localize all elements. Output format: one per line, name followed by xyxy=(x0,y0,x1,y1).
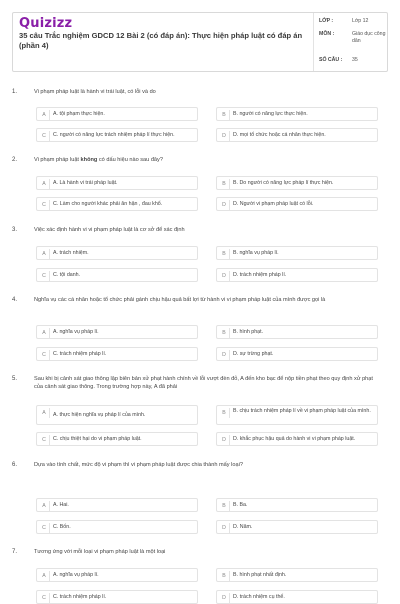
q6-option-d[interactable] xyxy=(216,520,378,534)
question-number: 3. xyxy=(12,227,18,233)
option-letter: D xyxy=(219,271,230,281)
q3-option-c[interactable] xyxy=(36,268,198,282)
q6-option-a[interactable] xyxy=(36,498,198,512)
option-letter: C xyxy=(39,200,50,210)
option-letter: A xyxy=(39,408,50,418)
option-text: B. hình phạt. xyxy=(233,329,264,335)
q7-option-c[interactable] xyxy=(36,590,198,604)
q7-option-a[interactable] xyxy=(36,568,198,582)
option-text: B. hình phạt nhất định. xyxy=(233,572,287,578)
meta-panel xyxy=(313,13,390,71)
option-letter: D xyxy=(219,350,230,360)
option-text: A. trách nhiệm. xyxy=(53,250,89,256)
question-text: Tương ứng với mỗi loại vi phạm pháp luật là một loại xyxy=(34,549,166,555)
option-text: D. trách nhiệm cụ thể. xyxy=(233,594,285,600)
q2-option-c[interactable] xyxy=(36,197,198,211)
q5-option-c[interactable] xyxy=(36,432,198,446)
option-letter: B xyxy=(219,408,230,418)
question-text-emphasis: không xyxy=(80,157,98,163)
option-letter: A xyxy=(39,501,50,511)
option-text: B. người có năng lực thực hiện. xyxy=(233,111,308,117)
option-text: C. trách nhiệm pháp lí. xyxy=(53,351,107,357)
option-text: C. trách nhiệm pháp lí. xyxy=(53,594,107,600)
question-number: 6. xyxy=(12,462,18,468)
option-letter: C xyxy=(39,350,50,360)
question-text-start: Vi phạm pháp luật xyxy=(34,157,81,163)
q1-option-a[interactable] xyxy=(36,107,198,121)
q1-option-b[interactable] xyxy=(216,107,378,121)
option-text: D. khắc phục hậu quả do hành vi vi phạm pháp luật. xyxy=(233,436,356,442)
option-letter: D xyxy=(219,593,230,603)
q4-option-a[interactable] xyxy=(36,325,198,339)
option-letter: D xyxy=(219,435,230,445)
option-letter: B xyxy=(219,110,230,120)
option-letter: C xyxy=(39,435,50,445)
option-letter: C xyxy=(39,523,50,533)
q3-option-d[interactable] xyxy=(216,268,378,282)
option-text: A. tội phạm thực hiện. xyxy=(53,111,105,117)
option-text: B. nghĩa vụ pháp lí. xyxy=(233,250,279,256)
option-letter: B xyxy=(219,501,230,511)
option-text: A. Là hành vi trái pháp luật. xyxy=(53,180,118,186)
question-number: 5. xyxy=(12,376,18,382)
meta-class-label: LỚP : xyxy=(319,18,334,24)
meta-class-value: Lớp 12 xyxy=(352,18,369,24)
q5-option-a[interactable] xyxy=(36,405,198,425)
option-text: C. Làm cho người khác phải ăn hận , đau khổ. xyxy=(53,201,163,207)
option-letter: C xyxy=(39,593,50,603)
quizizz-logo: Quizizz xyxy=(19,16,73,31)
question-text: Vi phạm pháp luật là hành vi trái luật, có lỗi và do xyxy=(34,89,156,95)
option-text: C. chịu thiệt hại do vi phạm pháp luật. xyxy=(53,436,142,442)
q5-option-b[interactable] xyxy=(216,405,378,425)
option-letter: C xyxy=(39,131,50,141)
q7-option-d[interactable] xyxy=(216,590,378,604)
option-letter: A xyxy=(39,571,50,581)
q4-option-c[interactable] xyxy=(36,347,198,361)
q4-option-d[interactable] xyxy=(216,347,378,361)
q6-option-b[interactable] xyxy=(216,498,378,512)
q6-option-c[interactable] xyxy=(36,520,198,534)
meta-subject-label: MÔN : xyxy=(319,31,335,37)
option-letter: A xyxy=(39,249,50,259)
document-title: 35 câu Trắc nghiệm GDCD 12 Bài 2 (có đáp án): Thực hiện pháp luật có đáp án (phần 4) xyxy=(19,31,303,50)
question-text xyxy=(34,157,374,165)
meta-count-label: SỐ CÂU : xyxy=(319,57,343,63)
option-text: A. nghĩa vụ pháp lí. xyxy=(53,572,99,578)
option-text: D. trách nhiệm pháp lí. xyxy=(233,272,287,278)
question-text: Sau khi bị cảnh sát giao thông lập biên bản xử phạt hành chính về lỗi vượt đèn đỏ, A đến kho bạc để nộp tiền phạt theo quy định xử phạt của cảnh sát giao thông. Trong trường hợp này, A đã phải xyxy=(34,376,373,390)
option-text: A. Hai. xyxy=(53,502,69,508)
question-text: Việc xác định hành vi vi phạm pháp luật là cơ sở để xác định xyxy=(34,227,185,233)
q5-option-d[interactable] xyxy=(216,432,378,446)
option-text: D. mọi tổ chức hoặc cá nhân thực hiện. xyxy=(233,132,326,138)
question-number: 2. xyxy=(12,157,18,163)
option-letter: B xyxy=(219,571,230,581)
option-text: D. sự trừng phạt. xyxy=(233,351,274,357)
option-letter: A xyxy=(39,110,50,120)
option-letter: C xyxy=(39,271,50,281)
option-text: B. Do người có năng lực pháp lí thực hiện. xyxy=(233,180,334,186)
question-text: Dựa vào tính chất, mức độ vi phạm thì vi phạm pháp luật được chia thành mấy loại? xyxy=(34,462,243,468)
q1-option-c[interactable] xyxy=(36,128,198,142)
q2-option-d[interactable] xyxy=(216,197,378,211)
question-number: 1. xyxy=(12,89,18,95)
option-letter: A xyxy=(39,328,50,338)
question-text-end: có dấu hiệu nào sau đây? xyxy=(97,157,163,163)
option-letter: D xyxy=(219,523,230,533)
option-text: D. Người vi phạm pháp luật có lỗi. xyxy=(233,201,314,207)
question-number: 4. xyxy=(12,297,18,303)
question-number: 7. xyxy=(12,549,18,555)
option-text: C. tội danh. xyxy=(53,272,81,278)
option-letter: A xyxy=(39,179,50,189)
q3-option-b[interactable] xyxy=(216,246,378,260)
option-text: C. Bốn. xyxy=(53,524,71,530)
option-letter: B xyxy=(219,249,230,259)
q2-option-a[interactable] xyxy=(36,176,198,190)
q7-option-b[interactable] xyxy=(216,568,378,582)
option-text: A. nghĩa vụ pháp lí. xyxy=(53,329,99,335)
option-letter: B xyxy=(219,328,230,338)
meta-subject-value: Giáo dục công dân xyxy=(352,31,386,44)
document-header xyxy=(12,12,388,72)
option-letter: B xyxy=(219,179,230,189)
option-text: A. thực hiện nghĩa vụ pháp lí của mình. xyxy=(53,412,146,418)
q4-option-b[interactable] xyxy=(216,325,378,339)
option-text: C. người có năng lực trách nhiệm pháp lí thực hiện. xyxy=(53,132,175,138)
q1-option-d[interactable] xyxy=(216,128,378,142)
option-letter: D xyxy=(219,131,230,141)
option-letter: D xyxy=(219,200,230,210)
q3-option-a[interactable] xyxy=(36,246,198,260)
option-text: D. Năm. xyxy=(233,524,253,530)
option-text: B. chịu trách nhiệm pháp lí về vi phạm pháp luật của mình. xyxy=(233,408,371,414)
meta-count-value: 35 xyxy=(352,57,358,63)
option-text: B. Ba. xyxy=(233,502,248,508)
question-text: Nghĩa vụ các cá nhân hoặc tổ chức phải gánh chịu hậu quả bất lợi từ hành vi vi phạm pháp luật của mình được gọi là xyxy=(34,297,326,303)
q2-option-b[interactable] xyxy=(216,176,378,190)
